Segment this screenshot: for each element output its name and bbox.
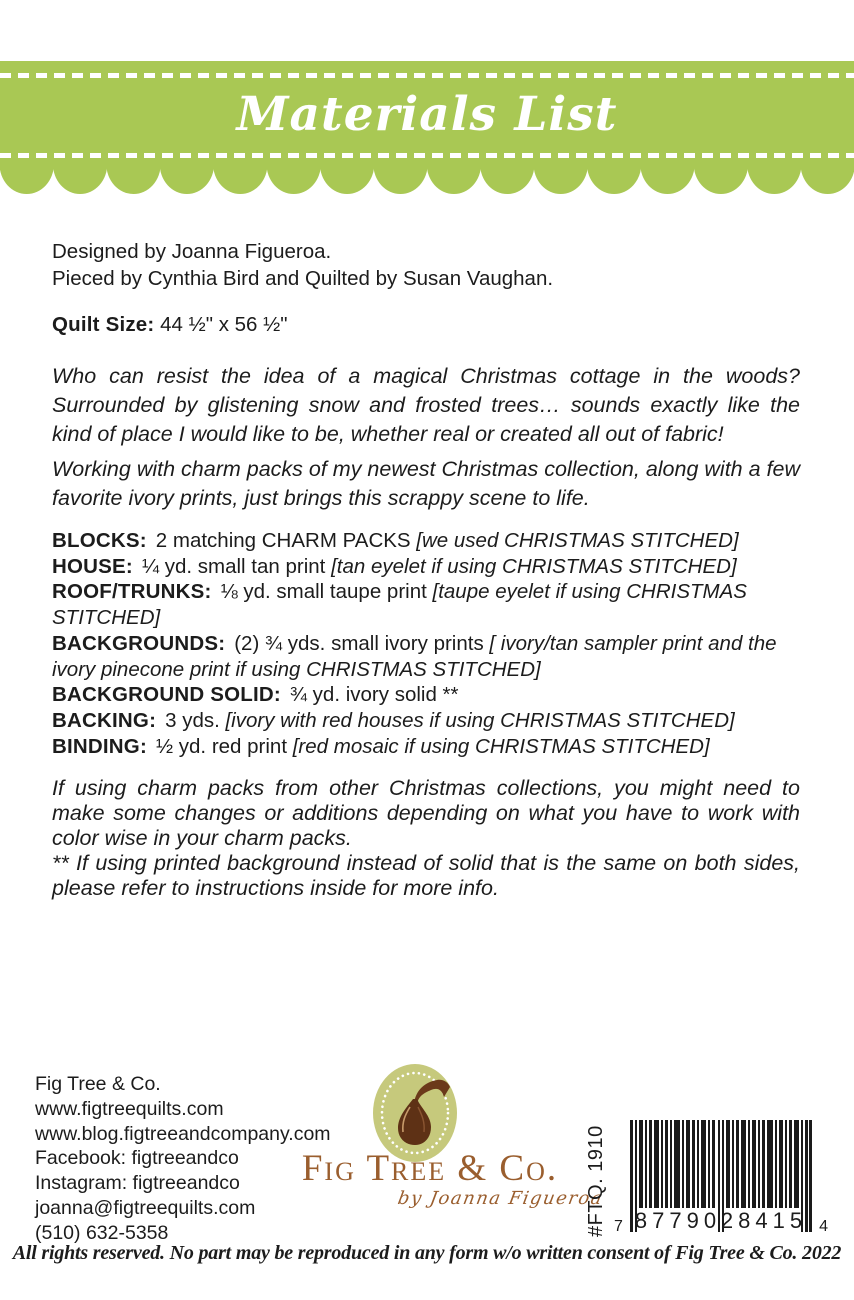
material-note: [red mosaic if using CHRISTMAS STITCHED]	[292, 734, 710, 758]
material-label: BINDING:	[52, 734, 147, 758]
contact-line: www.blog.figtreeandcompany.com	[35, 1122, 331, 1145]
material-text: ¾ yd. ivory solid **	[289, 683, 459, 707]
materials-page	[52, 239, 800, 900]
description-paragraph: Working with charm packs of my newest Christmas collection, along with a few favorite ivory prints, just brings this scrappy scene to life.	[52, 457, 800, 510]
material-label: BACKGROUNDS:	[52, 631, 226, 655]
banner	[0, 61, 854, 168]
material-text: ½ yd. red print	[155, 734, 293, 758]
material-label: BACKING:	[52, 708, 157, 732]
contact-line: (510) 632-5358	[35, 1221, 169, 1244]
note-paragraph: If using charm packs from other Christmas collections, you might need to make some changes or additions depending on what you have to work with color wise in your charm packs.	[52, 776, 800, 850]
material-text: (2) ¾ yds. small ivory prints	[234, 631, 490, 655]
quilt-size	[52, 312, 800, 338]
material-label: ROOF/TRUNKS:	[52, 580, 212, 604]
quilt-size-value: 44 ½" x 56 ½"	[160, 313, 288, 336]
notes-block	[52, 776, 800, 900]
logotype: Fig Tree & Co.	[301, 1148, 559, 1189]
page-title: Materials List	[236, 87, 618, 142]
barcode	[612, 1120, 828, 1238]
material-note: [ivory with red houses if using CHRISTMAS STITCHED]	[225, 708, 735, 732]
material-text: ⅛ yd. small taupe print	[220, 580, 433, 604]
quilt-size-label: Quilt Size:	[52, 313, 155, 336]
contact-line: Facebook: figtreeandco	[35, 1147, 239, 1170]
barcode-digit-left: 7	[614, 1218, 623, 1235]
material-note: [taupe eyelet if using CHRISTMAS STITCHED]	[52, 580, 747, 630]
material-text: 2 matching CHARM PACKS	[155, 529, 417, 552]
barcode-digits-group1: 87790	[634, 1208, 722, 1232]
description-paragraph: Who can resist the idea of a magical Christmas cottage in the woods? Surrounded by glistening snow and frosted trees… sounds exactly like the kind of place I would like to be, whether real or created all out of fabric!	[52, 364, 800, 446]
material-text: 3 yds.	[165, 708, 226, 732]
barcode-digit-right: 4	[819, 1218, 828, 1235]
material-row	[52, 708, 800, 734]
material-row	[52, 631, 800, 682]
material-label: HOUSE:	[52, 554, 133, 578]
material-row	[52, 554, 800, 580]
designer-credit: Designed by Joanna Figueroa.	[52, 240, 332, 263]
piecer-credit: Pieced by Cynthia Bird and Quilted by Susan Vaughan.	[52, 266, 554, 290]
material-label: BLOCKS:	[52, 529, 147, 552]
copyright-line: All rights reserved. No part may be reproduced in any form w/o written consent of Fig Tree & Co. 2022	[12, 1242, 842, 1264]
barcode-digits-group2: 28415	[720, 1208, 808, 1232]
contact-block	[35, 1072, 331, 1246]
barcode-bars	[630, 1120, 812, 1232]
note-paragraph: ** If using printed background instead of solid that is the same on both sides, please refer to instructions inside for more info.	[52, 850, 800, 900]
material-text: ¼ yd. small tan print	[141, 554, 332, 578]
contact-line: Fig Tree & Co.	[35, 1073, 161, 1095]
material-row	[52, 528, 800, 554]
contact-line: www.figtreequilts.com	[35, 1097, 224, 1120]
materials-list	[52, 528, 800, 759]
material-row	[52, 682, 800, 708]
material-row	[52, 734, 800, 760]
material-label: BACKGROUND SOLID:	[52, 683, 281, 707]
material-note: [we used CHRISTMAS STITCHED]	[416, 529, 739, 552]
material-row	[52, 579, 800, 630]
contact-line: Instagram: figtreeandco	[35, 1172, 240, 1195]
material-note: [tan eyelet if using CHRISTMAS STITCHED]	[331, 554, 737, 578]
dashed-border-bottom	[0, 153, 854, 158]
scallop-border	[0, 168, 854, 198]
material-note: [ ivory/tan sampler print and the ivory pinecone print if using CHRISTMAS STITCHED]	[52, 631, 777, 681]
item-number: #FTQ. 1910	[585, 1125, 607, 1237]
logo-byline: by Joanna Figueroa	[396, 1188, 605, 1209]
contact-line: joanna@figtreequilts.com	[35, 1196, 256, 1219]
